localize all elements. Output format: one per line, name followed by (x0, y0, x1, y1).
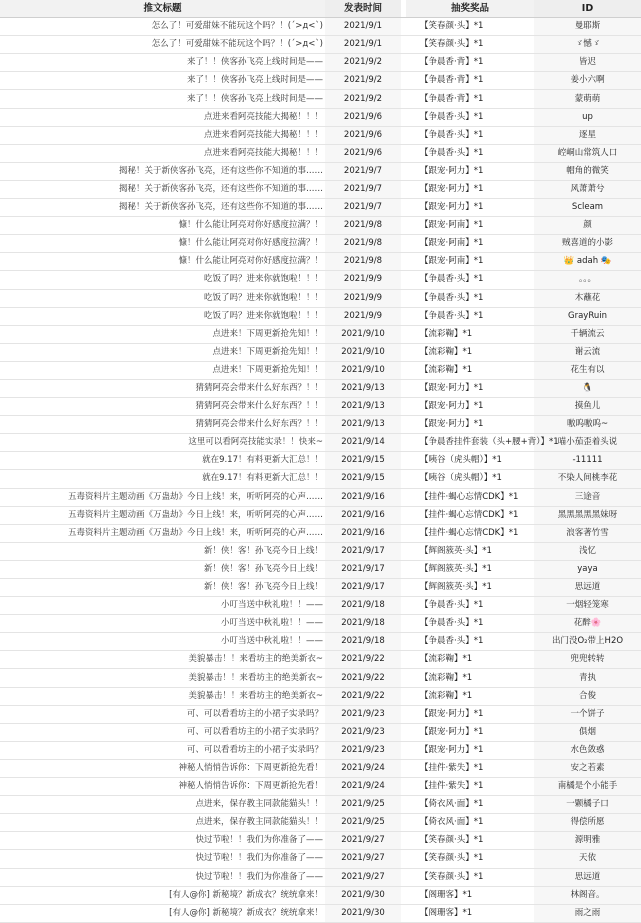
cell-id: up (534, 108, 641, 126)
cell-title: 点进来看阿亮技能大揭秘！！！ (0, 108, 325, 126)
cell-date: 2021/9/18 (325, 597, 401, 615)
cell-id: 花生有以 (534, 361, 641, 379)
cell-date: 2021/9/9 (325, 307, 401, 325)
cell-title: 揭秘！关于新侠客孙飞亮，还有这些你不知道的事…… (0, 199, 325, 217)
cell-date: 2021/9/16 (325, 506, 401, 524)
cell-prize: 【咦谷（虎头帽）】*1 (406, 452, 534, 470)
cell-id: 青执 (534, 669, 641, 687)
cell-title: 点进来看阿亮技能大揭秘！！！ (0, 144, 325, 162)
cell-prize: 【跟宠·阿力】*1 (406, 741, 534, 759)
cell-title: 猜猜阿亮会带来什么好东西？！！ (0, 398, 325, 416)
cell-title: 慷！什么能让阿亮对你好感度拉满？！ (0, 217, 325, 235)
cell-id: 喵小茄歪着头说 (534, 434, 641, 452)
cell-id: 。。。 (534, 271, 641, 289)
cell-id: 摸鱼儿 (534, 398, 641, 416)
cell-date: 2021/9/1 (325, 18, 401, 36)
cell-title: [有人@你] 新秘境？新成衣？统统拿来！ (0, 904, 325, 922)
cell-prize: 【跟宠·阿南】*1 (406, 253, 534, 271)
cell-prize: 【笑春颜·头】*1 (406, 868, 534, 886)
cell-prize: 【争晨香·头】*1 (406, 307, 534, 325)
cell-title: 点进来看阿亮技能大揭秘！！！ (0, 126, 325, 144)
header-prize: 抽奖奖品 (406, 0, 534, 18)
cell-title: [有人@你] 新秘境？新成衣？统统拿来！ (0, 886, 325, 904)
cell-date: 2021/9/27 (325, 850, 401, 868)
cell-date: 2021/9/17 (325, 560, 401, 578)
cell-title: 这里可以看阿亮技能实录！！快来~ (0, 434, 325, 452)
cell-date: 2021/9/24 (325, 778, 401, 796)
cell-prize: 【流彩鞠】*1 (406, 651, 534, 669)
cell-date: 2021/9/10 (325, 361, 401, 379)
cell-prize: 【跟宠·阿力】*1 (406, 379, 534, 397)
cell-id: 🐧 (534, 379, 641, 397)
cell-date: 2021/9/23 (325, 723, 401, 741)
cell-id: 水色敛惑 (534, 741, 641, 759)
cell-title: 来了！！侠客孙飞亮上线时间是—— (0, 90, 325, 108)
cell-prize: 【挂件·蝎心忘情CDK】*1 (406, 506, 534, 524)
cell-prize: 【咦谷（虎头帽）】*1 (406, 470, 534, 488)
cell-date: 2021/9/10 (325, 343, 401, 361)
table-row (0, 633, 641, 651)
cell-date: 2021/9/8 (325, 217, 401, 235)
table-row (0, 579, 641, 597)
cell-date: 2021/9/13 (325, 379, 401, 397)
table-row (0, 778, 641, 796)
table-row (0, 904, 641, 922)
cell-id: 一烟轻笼寒 (534, 597, 641, 615)
cell-date: 2021/9/27 (325, 868, 401, 886)
cell-id: 木蘸花 (534, 289, 641, 307)
cell-title: 吃饭了吗？进来你就饱啦！！！ (0, 307, 325, 325)
cell-prize: 【流彩鞠】*1 (406, 669, 534, 687)
cell-id: 南橘是个小能手 (534, 778, 641, 796)
cell-prize: 【倚衣风·面】*1 (406, 796, 534, 814)
cell-date: 2021/9/9 (325, 289, 401, 307)
cell-id: 黑黑黑黑黑妹呀 (534, 506, 641, 524)
cell-title: 点进来！下周更新抢先知！！ (0, 325, 325, 343)
cell-title: 吃饭了吗？进来你就饱啦！！！ (0, 271, 325, 289)
table-row (0, 524, 641, 542)
cell-id: 花醉🌸 (534, 615, 641, 633)
cell-id: 不染人间桃李花 (534, 470, 641, 488)
table-row (0, 36, 641, 54)
cell-prize: 【争晨香·背】*1 (406, 54, 534, 72)
cell-date: 2021/9/6 (325, 126, 401, 144)
table-row (0, 452, 641, 470)
cell-id: yaya (534, 560, 641, 578)
cell-date: 2021/9/1 (325, 36, 401, 54)
cell-date: 2021/9/8 (325, 253, 401, 271)
cell-title: 小叮当送中秋礼啦！！—— (0, 597, 325, 615)
cell-prize: 【争晨香·头】*1 (406, 615, 534, 633)
cell-id: 得偿所愿 (534, 814, 641, 832)
cell-id: 蒙萌萌 (534, 90, 641, 108)
table-row (0, 886, 641, 904)
cell-prize: 【挂件·紫失】*1 (406, 778, 534, 796)
cell-prize: 【笑春颜·头】*1 (406, 832, 534, 850)
table-row (0, 470, 641, 488)
cell-id: 思远道 (534, 579, 641, 597)
cell-title: 五毒资料片主题动画《万蛊劫》今日上线！来，听听阿亮的心声…… (0, 524, 325, 542)
cell-prize: 【跟宠·阿南】*1 (406, 217, 534, 235)
cell-title: 小叮当送中秋礼啦！！—— (0, 615, 325, 633)
cell-prize: 【流彩鞠】*1 (406, 687, 534, 705)
table-row (0, 723, 641, 741)
cell-date: 2021/9/13 (325, 416, 401, 434)
table-row (0, 307, 641, 325)
cell-date: 2021/9/17 (325, 542, 401, 560)
cell-title: 五毒资料片主题动画《万蛊劫》今日上线！来，听听阿亮的心声…… (0, 506, 325, 524)
cell-prize: 【辉阁簇英·头】*1 (406, 579, 534, 597)
cell-date: 2021/9/16 (325, 524, 401, 542)
cell-id: 曼耶斯 (534, 18, 641, 36)
cell-prize: 【跟宠·阿力】*1 (406, 705, 534, 723)
cell-prize: 【争晨香·背】*1 (406, 72, 534, 90)
cell-id: 雨之雨 (534, 904, 641, 922)
cell-id: 俱烟 (534, 723, 641, 741)
cell-date: 2021/9/7 (325, 162, 401, 180)
cell-date: 2021/9/7 (325, 199, 401, 217)
cell-id: 三途音 (534, 488, 641, 506)
cell-prize: 【挂件·紫失】*1 (406, 759, 534, 777)
table-row (0, 506, 641, 524)
cell-id: 思远道 (534, 868, 641, 886)
table-row (0, 180, 641, 198)
table-row (0, 832, 641, 850)
cell-id: 浅忆 (534, 542, 641, 560)
table-row (0, 162, 641, 180)
cell-date: 2021/9/22 (325, 651, 401, 669)
cell-title: 点进来！下周更新抢先知！！ (0, 343, 325, 361)
cell-prize: 【争晨香·头】*1 (406, 108, 534, 126)
cell-id: 姜小六啊 (534, 72, 641, 90)
cell-id: GrayRuin (534, 307, 641, 325)
cell-id: 👑 adah 🎭 (534, 253, 641, 271)
cell-id: ゞ憾ゞ (534, 36, 641, 54)
table-row (0, 90, 641, 108)
cell-date: 2021/9/9 (325, 271, 401, 289)
cell-title: 慷！什么能让阿亮对你好感度拉满？！ (0, 253, 325, 271)
table-row (0, 705, 641, 723)
cell-prize: 【跟宠·阿力】*1 (406, 723, 534, 741)
cell-prize: 【流彩鞠】*1 (406, 325, 534, 343)
cell-date: 2021/9/23 (325, 705, 401, 723)
cell-date: 2021/9/30 (325, 886, 401, 904)
cell-title: 猜猜阿亮会带来什么好东西？！！ (0, 379, 325, 397)
cell-id: 一个饼子 (534, 705, 641, 723)
cell-id: 嗷呜嗷呜~ (534, 416, 641, 434)
cell-date: 2021/9/22 (325, 687, 401, 705)
cell-date: 2021/9/27 (325, 832, 401, 850)
cell-prize: 【争晨香·头】*1 (406, 126, 534, 144)
table-row (0, 343, 641, 361)
table-row (0, 144, 641, 162)
cell-date: 2021/9/18 (325, 615, 401, 633)
cell-prize: 【跟宠·阿力】*1 (406, 162, 534, 180)
table-row (0, 235, 641, 253)
table-row (0, 361, 641, 379)
cell-title: 新！侠！客！孙飞亮今日上线！ (0, 560, 325, 578)
cell-date: 2021/9/25 (325, 814, 401, 832)
table-row (0, 868, 641, 886)
cell-prize: 【跟宠·阿力】*1 (406, 398, 534, 416)
cell-id: 兜兜转转 (534, 651, 641, 669)
cell-date: 2021/9/6 (325, 108, 401, 126)
cell-title: 新！侠！客！孙飞亮今日上线！ (0, 579, 325, 597)
cell-title: 快过节啦！！我们为你准备了—— (0, 868, 325, 886)
header-row (0, 0, 641, 18)
cell-id: 千辆流云 (534, 325, 641, 343)
table-row (0, 542, 641, 560)
cell-date: 2021/9/23 (325, 741, 401, 759)
table-row (0, 217, 641, 235)
cell-title: 小叮当送中秋礼啦！！—— (0, 633, 325, 651)
table-row (0, 741, 641, 759)
cell-title: 揭秘！关于新侠客孙飞亮，还有这些你不知道的事…… (0, 180, 325, 198)
table-row (0, 416, 641, 434)
cell-id: 谢云流 (534, 343, 641, 361)
table-row (0, 687, 641, 705)
cell-prize: 【跟宠·阿力】*1 (406, 180, 534, 198)
cell-prize: 【辉阁簇英·头】*1 (406, 542, 534, 560)
cell-date: 2021/9/2 (325, 90, 401, 108)
cell-title: 怎么了！可爱甜妹不能玩这个吗？！(ˊ>д<ˋ) (0, 36, 325, 54)
cell-title: 猜猜阿亮会带来什么好东西？！！ (0, 416, 325, 434)
cell-id: 天依 (534, 850, 641, 868)
cell-prize: 【辉阁簇英·头】*1 (406, 560, 534, 578)
cell-date: 2021/9/8 (325, 235, 401, 253)
table-row (0, 126, 641, 144)
cell-id: 颜 (534, 217, 641, 235)
cell-date: 2021/9/16 (325, 488, 401, 506)
cell-id: 帽角的微笑 (534, 162, 641, 180)
cell-prize: 【倚衣风·面】*1 (406, 814, 534, 832)
cell-prize: 【争晨香·头】*1 (406, 633, 534, 651)
table-row (0, 597, 641, 615)
cell-prize: 【争晨香·头】*1 (406, 597, 534, 615)
cell-title: 点进来，保存教主同款能猫头！！ (0, 796, 325, 814)
header-title: 推文标题 (0, 0, 325, 18)
cell-prize: 【挂件·蝎心忘情CDK】*1 (406, 524, 534, 542)
table-row (0, 560, 641, 578)
cell-title: 可、可以看看坊主的小裙子实录吗？ (0, 741, 325, 759)
table-row (0, 796, 641, 814)
cell-id: 浪客著竹雪 (534, 524, 641, 542)
cell-prize: 【笑春颜·头】*1 (406, 850, 534, 868)
cell-date: 2021/9/22 (325, 669, 401, 687)
cell-title: 吃饭了吗？进来你就饱啦！！！ (0, 289, 325, 307)
cell-date: 2021/9/6 (325, 144, 401, 162)
table-row (0, 669, 641, 687)
table-row (0, 814, 641, 832)
cell-prize: 【争晨香·背】*1 (406, 90, 534, 108)
cell-prize: 【争晨香·头】*1 (406, 144, 534, 162)
table-row (0, 289, 641, 307)
table-row (0, 651, 641, 669)
table-row (0, 72, 641, 90)
cell-id: 合俊 (534, 687, 641, 705)
cell-id: Scleam (534, 199, 641, 217)
cell-date: 2021/9/15 (325, 452, 401, 470)
cell-title: 快过节啦！！我们为你准备了—— (0, 850, 325, 868)
table-row (0, 253, 641, 271)
cell-prize: 【挂件·蝎心忘情CDK】*1 (406, 488, 534, 506)
table-row (0, 108, 641, 126)
cell-title: 点进来，保存教主同款能猫头！！ (0, 814, 325, 832)
cell-prize: 【笑春颜·头】*1 (406, 36, 534, 54)
cell-date: 2021/9/7 (325, 180, 401, 198)
cell-id: 一颗橘子口 (534, 796, 641, 814)
cell-date: 2021/9/17 (325, 579, 401, 597)
cell-date: 2021/9/10 (325, 325, 401, 343)
cell-title: 慷！什么能让阿亮对你好感度拉满？！ (0, 235, 325, 253)
cell-title: 快过节啦！！我们为你准备了—— (0, 832, 325, 850)
table-row (0, 199, 641, 217)
cell-prize: 【争晨香·头】*1 (406, 289, 534, 307)
cell-title: 可、可以看看坊主的小裙子实录吗？ (0, 723, 325, 741)
table-row (0, 759, 641, 777)
cell-date: 2021/9/15 (325, 470, 401, 488)
cell-date: 2021/9/30 (325, 904, 401, 922)
cell-prize: 【争晨香挂件套装（头+腰+背）】*1 (406, 434, 534, 452)
cell-title: 美貌暴击！！来看坊主的绝美新衣~ (0, 651, 325, 669)
cell-date: 2021/9/13 (325, 398, 401, 416)
table-row (0, 434, 641, 452)
cell-id: 贼喜道的小影 (534, 235, 641, 253)
cell-date: 2021/9/18 (325, 633, 401, 651)
table-row (0, 379, 641, 397)
table-row (0, 615, 641, 633)
cell-title: 五毒资料片主题动画《万蛊劫》今日上线！来，听听阿亮的心声…… (0, 488, 325, 506)
cell-title: 就在9.17！有料更新大汇总！！ (0, 470, 325, 488)
table-row (0, 54, 641, 72)
cell-id: 源明雅 (534, 832, 641, 850)
cell-id: -11111 (534, 452, 641, 470)
cell-date: 2021/9/24 (325, 759, 401, 777)
cell-prize: 【争晨香·头】*1 (406, 271, 534, 289)
cell-prize: 【笑春颜·头】*1 (406, 18, 534, 36)
cell-id: 安之若素 (534, 759, 641, 777)
cell-title: 神秘人悄悄告诉你：下周更新抢先看！ (0, 759, 325, 777)
cell-id: 风萧萧兮 (534, 180, 641, 198)
table-row (0, 398, 641, 416)
cell-prize: 【跟宠·阿力】*1 (406, 416, 534, 434)
cell-title: 就在9.17！有料更新大汇总！！ (0, 452, 325, 470)
cell-title: 点进来！下周更新抢先知！！ (0, 361, 325, 379)
cell-prize: 【流彩鞠】*1 (406, 343, 534, 361)
cell-title: 美貌暴击！！来看坊主的绝美新衣~ (0, 669, 325, 687)
cell-date: 2021/9/25 (325, 796, 401, 814)
table-row (0, 271, 641, 289)
cell-prize: 【跟宠·阿南】*1 (406, 235, 534, 253)
cell-title: 怎么了！可爱甜妹不能玩这个吗？！(ˊ>д<ˋ) (0, 18, 325, 36)
table-row (0, 18, 641, 36)
cell-id: 出门没O₂带上H2O (534, 633, 641, 651)
cell-date: 2021/9/2 (325, 72, 401, 90)
cell-title: 揭秘！关于新侠客孙飞亮，还有这些你不知道的事…… (0, 162, 325, 180)
cell-title: 新！侠！客！孙飞亮今日上线！ (0, 542, 325, 560)
table-row (0, 850, 641, 868)
cell-id: 崆峒山常筑人口 (534, 144, 641, 162)
cell-date: 2021/9/2 (325, 54, 401, 72)
cell-id: 皆迟 (534, 54, 641, 72)
cell-title: 来了！！侠客孙飞亮上线时间是—— (0, 54, 325, 72)
header-id: ID (534, 0, 641, 18)
cell-id: 逐星 (534, 126, 641, 144)
cell-prize: 【跟宠·阿力】*1 (406, 199, 534, 217)
cell-title: 神秘人悄悄告诉你：下周更新抢先看！ (0, 778, 325, 796)
cell-id: 林阁音。 (534, 886, 641, 904)
cell-title: 来了！！侠客孙飞亮上线时间是—— (0, 72, 325, 90)
cell-title: 美貌暴击！！来看坊主的绝美新衣~ (0, 687, 325, 705)
cell-prize: 【流彩鞠】*1 (406, 361, 534, 379)
header-date: 发表时间 (325, 0, 401, 18)
cell-date: 2021/9/14 (325, 434, 401, 452)
cell-prize: 【阁珊客】*1 (406, 886, 534, 904)
cell-title: 可、可以看看坊主的小裙子实录吗？ (0, 705, 325, 723)
table-row (0, 325, 641, 343)
table-row (0, 488, 641, 506)
cell-prize: 【阁珊客】*1 (406, 904, 534, 922)
